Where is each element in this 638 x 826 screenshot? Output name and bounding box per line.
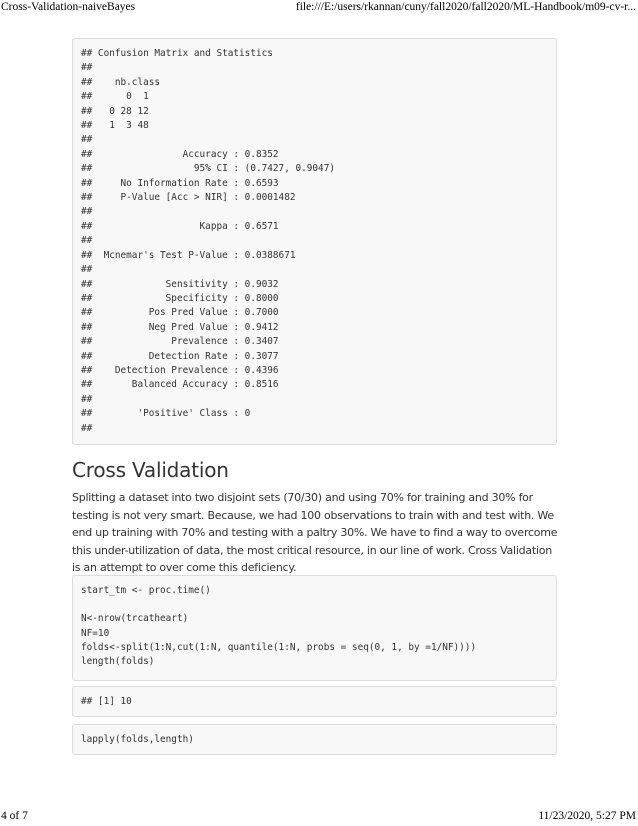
code-line: ## Detection Rate : 0.3077 (81, 350, 279, 362)
code-block-lapply (72, 724, 557, 755)
code-line: ## Sensitivity : 0.9032 (81, 278, 279, 290)
code-line: length(folds) (81, 656, 155, 668)
code-line: ## 95% CI : (0.7427, 0.9047) (81, 163, 335, 175)
code-line: ## Specificity : 0.8000 (81, 292, 279, 304)
code-line: ## 0 28 12 (81, 105, 149, 117)
code-line: ## nb.class (81, 76, 161, 88)
code-line: ## (81, 62, 93, 74)
code-line: start_tm <- proc.time() (81, 585, 211, 596)
code-line: ## (81, 206, 93, 218)
print-header (0, 0, 638, 16)
code-line: N<-nrow(trcatheart) (81, 613, 189, 625)
confusion-matrix-output (72, 38, 557, 445)
code-line: ## Mcnemar's Test P-Value : 0.0388671 (81, 249, 296, 261)
code-line: ## (81, 264, 93, 276)
code-line: ## Balanced Accuracy : 0.8516 (81, 379, 279, 391)
code-line: ## [1] 10 (81, 696, 132, 707)
code-line: ## Neg Pred Value : 0.9412 (81, 321, 279, 333)
code-line: ## Accuracy : 0.8352 (81, 148, 279, 160)
code-line: ## Prevalence : 0.3407 (81, 336, 279, 348)
code-line: ## 0 1 (81, 91, 149, 103)
code-block-folds (72, 575, 557, 681)
code-line: ## Detection Prevalence : 0.4396 (81, 364, 279, 376)
section-paragraph: Splitting a dataset into two disjoint sets (70/30) and using 70% for training and 30% for testing is not very smart. Because, we had 100 observations to train with and test with. We end up training with 70% and testing with a paltry 30%. We have to find a way to overcome this under-utilization of data, the most critical resource, in our line of work. Cross Validation is an attempt to over come this deficiency. (72, 491, 558, 575)
code-line: ## (81, 235, 93, 247)
print-datetime: 11/23/2020, 5:27 PM (538, 810, 636, 822)
code-line: ## P-Value [Acc > NIR] : 0.0001482 (81, 192, 296, 204)
document-url: file:///E:/users/rkannan/cuny/fall2020/fall2020/ML-Handbook/m09-cv-r... (295, 1, 636, 13)
document-title: Cross-Validation-naiveBayes (1, 1, 136, 13)
print-footer (0, 810, 638, 826)
code-line: ## Pos Pred Value : 0.7000 (81, 307, 279, 319)
code-line: ## 'Positive' Class : 0 (81, 408, 251, 420)
code-line: lapply(folds,length) (81, 734, 194, 745)
code-line: ## Kappa : 0.6571 (81, 220, 279, 232)
code-line: ## Confusion Matrix and Statistics (81, 48, 273, 59)
code-output-length (72, 686, 557, 717)
page-number: 4 of 7 (1, 810, 28, 822)
code-line: ## 1 3 48 (81, 120, 149, 132)
code-line: NF=10 (81, 627, 110, 639)
code-line: ## (81, 422, 93, 434)
code-line: ## (81, 393, 93, 405)
section-title: Cross Validation (72, 458, 229, 482)
code-line: folds<-split(1:N,cut(1:N, quantile(1:N, probs = seq(0, 1, by =1/NF)))) (81, 641, 477, 653)
code-line: ## (81, 134, 93, 146)
code-line: ## No Information Rate : 0.6593 (81, 177, 279, 189)
